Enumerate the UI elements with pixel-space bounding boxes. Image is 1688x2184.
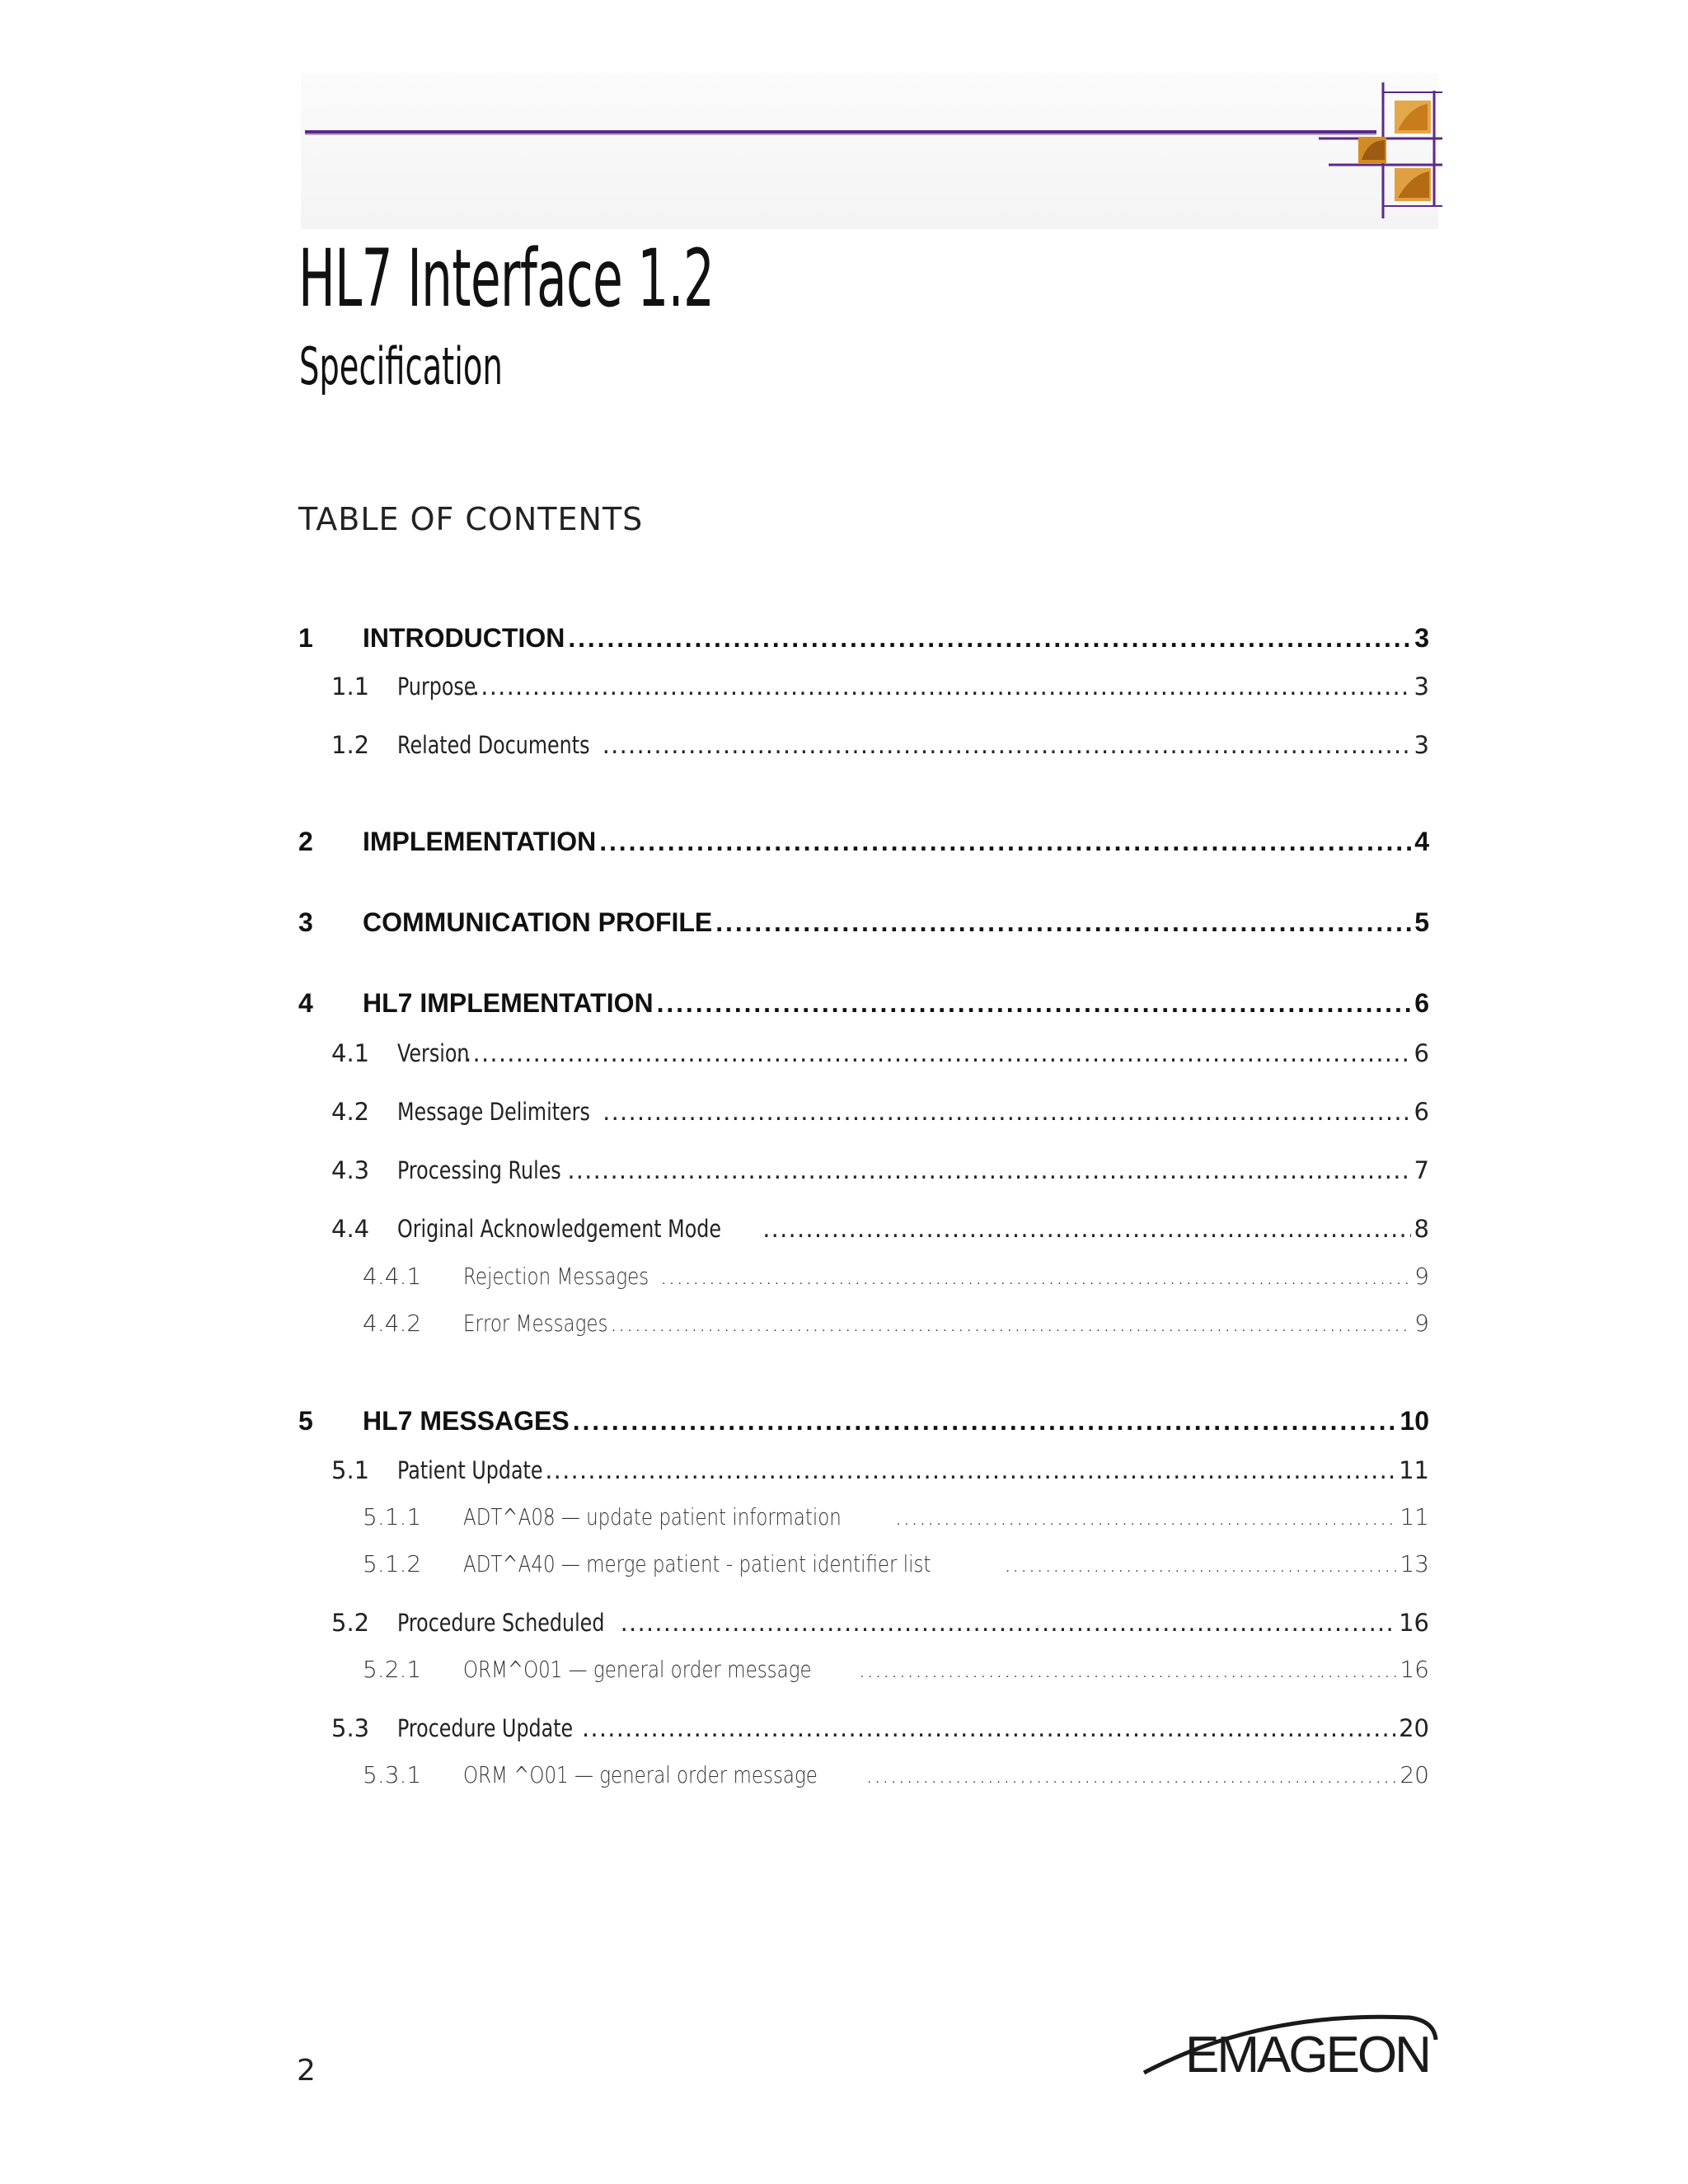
- toc-leader: [603, 1098, 1410, 1126]
- toc-number: 1.2: [331, 731, 370, 759]
- toc-title: ORM ^O01 — general order message: [463, 1761, 818, 1788]
- toc-entry-patient-update[interactable]: [0, 1456, 1429, 1484]
- toc-leader: [660, 1263, 1411, 1290]
- toc-leader: [568, 623, 1411, 654]
- toc-entry-adt-a40[interactable]: [0, 1550, 1429, 1577]
- toc-title: HL7 IMPLEMENTATION: [363, 988, 654, 1018]
- toc-entry-error-messages[interactable]: [0, 1310, 1429, 1337]
- page-number: 2: [297, 2054, 316, 2088]
- toc-title: Purpose: [397, 673, 476, 701]
- toc-page: 8: [1414, 1215, 1429, 1243]
- toc-title: ADT^A40 — merge patient - patient identifier list: [463, 1550, 931, 1577]
- logo-text: EMAGEON: [1185, 2027, 1429, 2083]
- toc-entry-hl7-messages[interactable]: [0, 1406, 1429, 1436]
- toc-entry-communication-profile[interactable]: [0, 907, 1429, 938]
- toc-entry-orm-o01-scheduled[interactable]: [0, 1656, 1429, 1683]
- toc-page: 11: [1399, 1456, 1429, 1484]
- toc-page: 6: [1414, 1039, 1429, 1067]
- toc-page: 16: [1400, 1656, 1429, 1683]
- toc-number: 1.1: [331, 673, 370, 701]
- toc-title: Procedure Update: [397, 1714, 574, 1742]
- corner-decoration-icon: [1319, 82, 1442, 218]
- toc-leader: [463, 673, 1410, 701]
- toc-page: 16: [1399, 1609, 1429, 1637]
- toc-leader: [657, 988, 1412, 1019]
- toc-leader: [456, 1039, 1411, 1067]
- toc-entry-adt-a08[interactable]: [0, 1503, 1429, 1530]
- toc-title: Related Documents: [397, 731, 590, 759]
- toc-number: 4.2: [331, 1098, 370, 1126]
- toc-title: Message Delimiters: [397, 1098, 590, 1126]
- toc-number: 5.1.2: [363, 1550, 422, 1577]
- toc-number: 5.2.1: [363, 1656, 422, 1683]
- header-band: [301, 73, 1438, 229]
- document-title: HL7 Interface 1.2: [298, 232, 715, 325]
- toc-leader: [603, 731, 1411, 759]
- toc-page: 20: [1400, 1761, 1429, 1788]
- toc-entry-introduction[interactable]: [0, 623, 1429, 654]
- toc-page: 5: [1414, 907, 1429, 937]
- toc-entry-orm-o01-update[interactable]: [0, 1761, 1429, 1788]
- toc-number: 1: [298, 623, 313, 653]
- toc-number: 2: [298, 827, 313, 856]
- toc-page: 4: [1414, 827, 1429, 856]
- toc-title: HL7 MESSAGES: [363, 1406, 570, 1436]
- toc-page: 20: [1399, 1714, 1429, 1742]
- toc-leader: [858, 1656, 1396, 1683]
- toc-entry-original-acknowledgement-mode[interactable]: [0, 1215, 1429, 1243]
- toc-title: ORM^O01 — general order message: [463, 1656, 812, 1683]
- toc-entry-procedure-update[interactable]: [0, 1714, 1429, 1742]
- toc-title: Rejection Messages: [463, 1263, 649, 1290]
- toc-leader: [621, 1609, 1395, 1637]
- toc-title: IMPLEMENTATION: [363, 827, 597, 856]
- toc-title: Patient Update: [397, 1456, 543, 1484]
- toc-number: 4.4.1: [363, 1263, 422, 1290]
- toc-leader: [599, 827, 1411, 857]
- toc-leader: [715, 907, 1411, 938]
- toc-entry-message-delimiters[interactable]: [0, 1098, 1429, 1126]
- toc-page: 9: [1414, 1310, 1429, 1337]
- toc-number: 3: [298, 907, 313, 937]
- toc-leader: [573, 1406, 1397, 1436]
- toc-title: Processing Rules: [397, 1156, 561, 1184]
- toc-number: 5.3: [331, 1714, 370, 1742]
- toc-number: 5: [298, 1406, 313, 1436]
- toc-leader: [865, 1761, 1396, 1788]
- toc-leader: [1004, 1550, 1396, 1577]
- toc-entry-processing-rules[interactable]: [0, 1156, 1429, 1184]
- toc-number: 5.1.1: [363, 1503, 422, 1530]
- toc-entry-related-documents[interactable]: [0, 731, 1429, 759]
- toc-title: Procedure Scheduled: [397, 1609, 605, 1637]
- toc-page: 3: [1414, 623, 1429, 653]
- toc-entry-version[interactable]: [0, 1039, 1429, 1067]
- toc-entry-implementation[interactable]: [0, 827, 1429, 857]
- toc-leader: [610, 1310, 1411, 1337]
- toc-entry-rejection-messages[interactable]: [0, 1263, 1429, 1290]
- toc-leader: [895, 1503, 1397, 1530]
- toc-heading: TABLE OF CONTENTS: [298, 501, 644, 537]
- toc-page: 13: [1400, 1550, 1429, 1577]
- toc-page: 6: [1414, 988, 1429, 1018]
- toc-number: 4.3: [331, 1156, 370, 1184]
- header-rule-shadow: [305, 134, 1376, 135]
- toc-title: Error Messages: [463, 1310, 608, 1337]
- toc-leader: [545, 1456, 1395, 1484]
- toc-page: 10: [1400, 1406, 1429, 1436]
- document-subtitle: Specification: [299, 336, 503, 396]
- toc-title: INTRODUCTION: [363, 623, 565, 653]
- toc-page: 11: [1400, 1503, 1429, 1530]
- toc-page: 3: [1414, 731, 1429, 759]
- toc-leader: [762, 1215, 1410, 1243]
- toc-number: 4.1: [331, 1039, 370, 1067]
- toc-leader: [567, 1156, 1410, 1184]
- toc-page: 3: [1414, 673, 1429, 701]
- toc-page: 6: [1414, 1098, 1429, 1126]
- toc-page: 9: [1414, 1263, 1429, 1290]
- toc-number: 4.4: [331, 1215, 370, 1243]
- toc-title: Version: [397, 1039, 470, 1067]
- toc-number: 5.2: [331, 1609, 370, 1637]
- toc-number: 4.4.2: [363, 1310, 422, 1337]
- toc-leader: [582, 1714, 1395, 1742]
- toc-number: 4: [298, 988, 313, 1018]
- toc-page: 7: [1414, 1156, 1429, 1184]
- toc-title: ADT^A08 — update patient information: [463, 1503, 842, 1530]
- toc-entry-hl7-implementation[interactable]: [0, 988, 1429, 1019]
- toc-entry-purpose[interactable]: [0, 673, 1429, 701]
- toc-title: COMMUNICATION PROFILE: [363, 907, 713, 937]
- toc-title: Original Acknowledgement Mode: [397, 1215, 721, 1243]
- toc-entry-procedure-scheduled[interactable]: [0, 1609, 1429, 1637]
- toc-number: 5.3.1: [363, 1761, 422, 1788]
- toc-number: 5.1: [331, 1456, 370, 1484]
